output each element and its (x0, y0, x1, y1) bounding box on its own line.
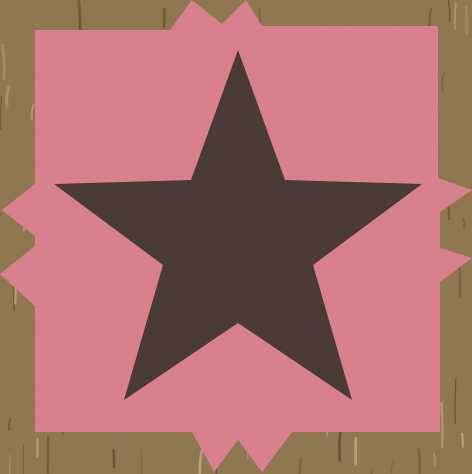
wood-grain-streak (463, 219, 465, 228)
wood-grain-streak (441, 403, 442, 447)
wood-grain-streak (419, 449, 420, 472)
wood-grain-streak (466, 7, 467, 33)
wood-grain-streak (339, 431, 340, 461)
wood-grain-streak (9, 420, 10, 430)
wood-grain-streak (300, 459, 301, 474)
wood-grain-streak (434, 454, 435, 466)
wood-grain-streak (455, 4, 456, 29)
wood-grain-streak (114, 450, 115, 468)
wood-grain-streak (455, 379, 456, 424)
wood-grain-streak (459, 263, 460, 297)
wood-grain-streak (462, 434, 463, 447)
